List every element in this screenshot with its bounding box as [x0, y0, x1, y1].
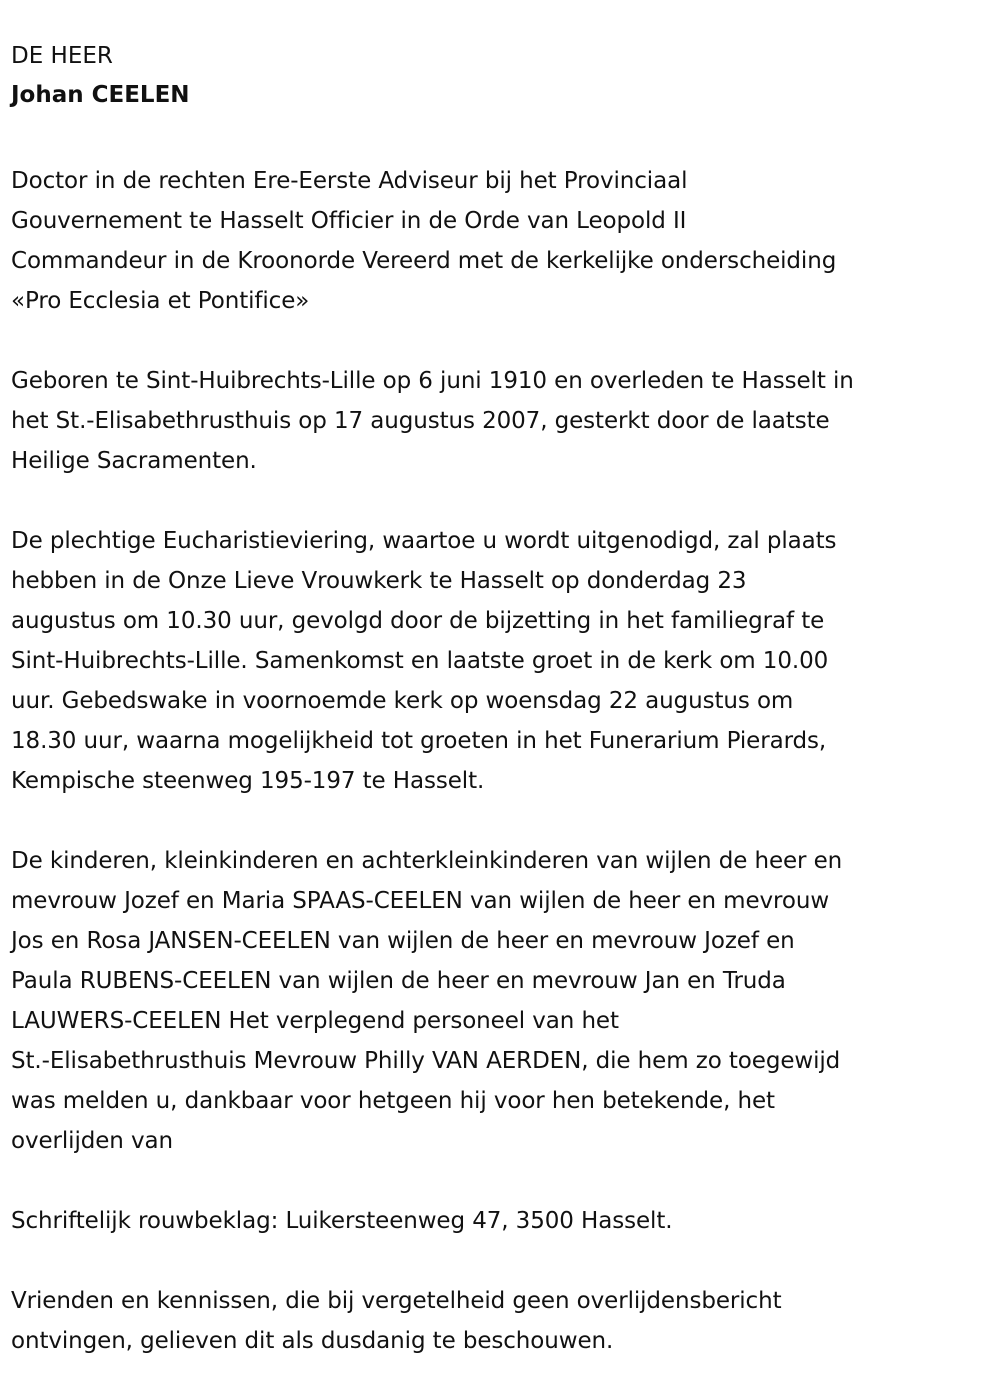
text-line: De plechtige Eucharistieviering, waartoe u wordt uitgenodigd, zal plaats	[11, 528, 837, 554]
death-notice	[11, 38, 991, 1361]
text-line: hebben in de Onze Lieve Vrouwkerk te Hasselt op donderdag 23	[11, 568, 747, 594]
text-line: augustus om 10.30 uur, gevolgd door de bijzetting in het familiegraf te	[11, 608, 825, 634]
text-line: Commandeur in de Kroonorde Vereerd met de kerkelijke onderscheiding	[11, 248, 837, 274]
condolence-paragraph	[11, 1201, 991, 1241]
salutation: DE HEER	[11, 43, 113, 69]
text-line: ontvingen, gelieven dit als dusdanig te beschouwen.	[11, 1328, 614, 1354]
text-line: Jos en Rosa JANSEN-CEELEN van wijlen de heer en mevrouw Jozef en	[11, 928, 795, 954]
text-line: «Pro Ecclesia et Pontifice»	[11, 288, 310, 314]
paragraph-spacer	[11, 1241, 991, 1281]
closing-paragraph	[11, 1281, 991, 1361]
text-line: uur. Gebedswake in voornoemde kerk op woensdag 22 augustus om	[11, 688, 794, 714]
text-line: St.-Elisabethrusthuis Mevrouw Philly VAN AERDEN, die hem zo toegewijd	[11, 1048, 841, 1074]
text-line: mevrouw Jozef en Maria SPAAS-CEELEN van wijlen de heer en mevrouw	[11, 888, 830, 914]
paragraph-spacer	[11, 801, 991, 841]
birth-death-paragraph	[11, 361, 991, 481]
family-paragraph	[11, 841, 991, 1161]
titles-paragraph	[11, 161, 991, 321]
paragraph-spacer	[11, 321, 991, 361]
paragraph-spacer	[11, 116, 991, 161]
text-line: Paula RUBENS-CEELEN van wijlen de heer en mevrouw Jan en Truda	[11, 968, 786, 994]
text-line: Geboren te Sint-Huibrechts-Lille op 6 juni 1910 en overleden te Hasselt in	[11, 368, 854, 394]
ceremony-paragraph	[11, 521, 991, 801]
text-line: Kempische steenweg 195-197 te Hasselt.	[11, 768, 485, 794]
text-line: Doctor in de rechten Ere-Eerste Adviseur bij het Provinciaal	[11, 168, 688, 194]
paragraph-spacer	[11, 1161, 991, 1201]
text-line: overlijden van	[11, 1128, 173, 1154]
text-line: LAUWERS-CEELEN Het verplegend personeel van het	[11, 1008, 619, 1034]
text-line: Schriftelijk rouwbeklag: Luikersteenweg 47, 3500 Hasselt.	[11, 1208, 673, 1234]
text-line: De kinderen, kleinkinderen en achterkleinkinderen van wijlen de heer en	[11, 848, 843, 874]
text-line: het St.-Elisabethrusthuis op 17 augustus 2007, gesterkt door de laatste	[11, 408, 830, 434]
text-line: was melden u, dankbaar voor hetgeen hij voor hen betekende, het	[11, 1088, 775, 1114]
text-line: Sint-Huibrechts-Lille. Samenkomst en laatste groet in de kerk om 10.00	[11, 648, 829, 674]
paragraph-spacer	[11, 481, 991, 521]
deceased-name: Johan CEELEN	[11, 82, 190, 108]
text-line: Gouvernement te Hasselt Officier in de Orde van Leopold II	[11, 208, 687, 234]
text-line: Heilige Sacramenten.	[11, 448, 257, 474]
text-line: 18.30 uur, waarna mogelijkheid tot groeten in het Funerarium Pierards,	[11, 728, 827, 754]
text-line: Vrienden en kennissen, die bij vergetelheid geen overlijdensbericht	[11, 1288, 782, 1314]
